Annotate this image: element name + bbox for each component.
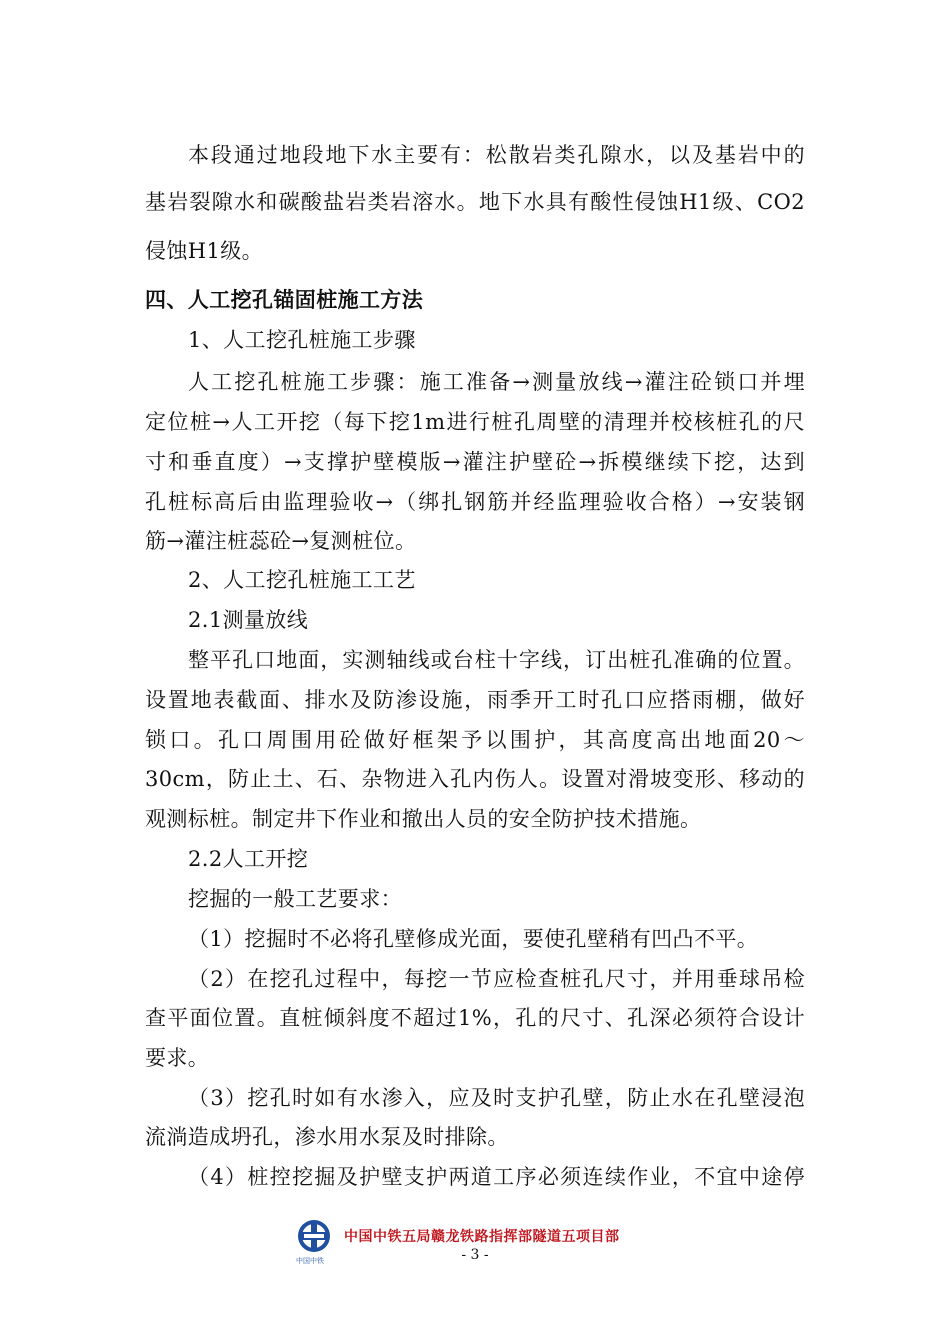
paragraph-line: 本段通过地段地下水主要有：松散岩类孔隙水，以及基岩中的	[188, 143, 805, 167]
page-number: - 3 -	[461, 1247, 489, 1263]
list-item: （4）桩控挖掘及护壁支护两道工序必须连续作业，不宜中途停	[188, 1165, 805, 1189]
footer-organization: 中国中铁五局赣龙铁路指挥部隧道五项目部	[344, 1229, 620, 1245]
subsection-heading: 1、人工挖孔桩施工步骤	[188, 328, 416, 352]
logo-caption: 中国中铁	[296, 1257, 324, 1265]
paragraph-line: 锁口。孔口周围用砼做好框架予以围护，其高度高出地面20～	[145, 728, 805, 752]
paragraph-line: 流淌造成坍孔，渗水用水泵及时排除。	[145, 1125, 509, 1149]
paragraph-line: 定位桩→人工开挖（每下挖1m进行桩孔周壁的清理并校核桩孔的尺	[145, 410, 805, 434]
section-heading: 四、人工挖孔锚固桩施工方法	[145, 288, 424, 312]
paragraph-line: 基岩裂隙水和碳酸盐岩类岩溶水。地下水具有酸性侵蚀H1级、CO2	[145, 190, 805, 214]
paragraph-line: 要求。	[145, 1046, 210, 1070]
subsection-heading: 2、人工挖孔桩施工工艺	[188, 568, 416, 592]
paragraph-line: 挖掘的一般工艺要求：	[188, 887, 402, 911]
list-item: （2）在挖孔过程中，每挖一节应检查桩孔尺寸，并用垂球吊检	[188, 967, 805, 991]
paragraph-line: 人工挖孔桩施工步骤：施工准备→测量放线→灌注砼锁口并埋	[188, 370, 805, 394]
paragraph-line: 筋→灌注桩蕊砼→复测桩位。	[145, 529, 417, 553]
paragraph-line: 孔桩标高后由监理验收→（绑扎钢筋并经监理验收合格）→安装钢	[145, 490, 805, 514]
paragraph-line: 整平孔口地面，实测轴线或台柱十字线，订出桩孔准确的位置。	[188, 648, 805, 672]
list-item: （3）挖孔时如有水渗入，应及时支护孔壁，防止水在孔壁浸泡	[188, 1086, 805, 1110]
subsection-heading: 2.1测量放线	[188, 608, 309, 632]
paragraph-line: 设置地表截面、排水及防渗设施，雨季开工时孔口应搭雨棚，做好	[145, 688, 805, 712]
paragraph-line: 侵蚀H1级。	[145, 239, 264, 263]
paragraph-line: 观测标桩。制定井下作业和撤出人员的安全防护技术措施。	[145, 807, 702, 831]
paragraph-line: 30cm，防止土、石、杂物进入孔内伤人。设置对滑坡变形、移动的	[145, 767, 805, 791]
paragraph-line: 寸和垂直度）→支撑护壁模版→灌注护壁砼→拆模继续下挖，达到	[145, 450, 805, 474]
subsection-heading: 2.2人工开挖	[188, 847, 309, 871]
list-item: （1）挖掘时不必将孔壁修成光面，要使孔壁稍有凹凸不平。	[188, 927, 759, 951]
paragraph-line: 查平面位置。直桩倾斜度不超过1%，孔的尺寸、孔深必须符合设计	[145, 1006, 805, 1030]
